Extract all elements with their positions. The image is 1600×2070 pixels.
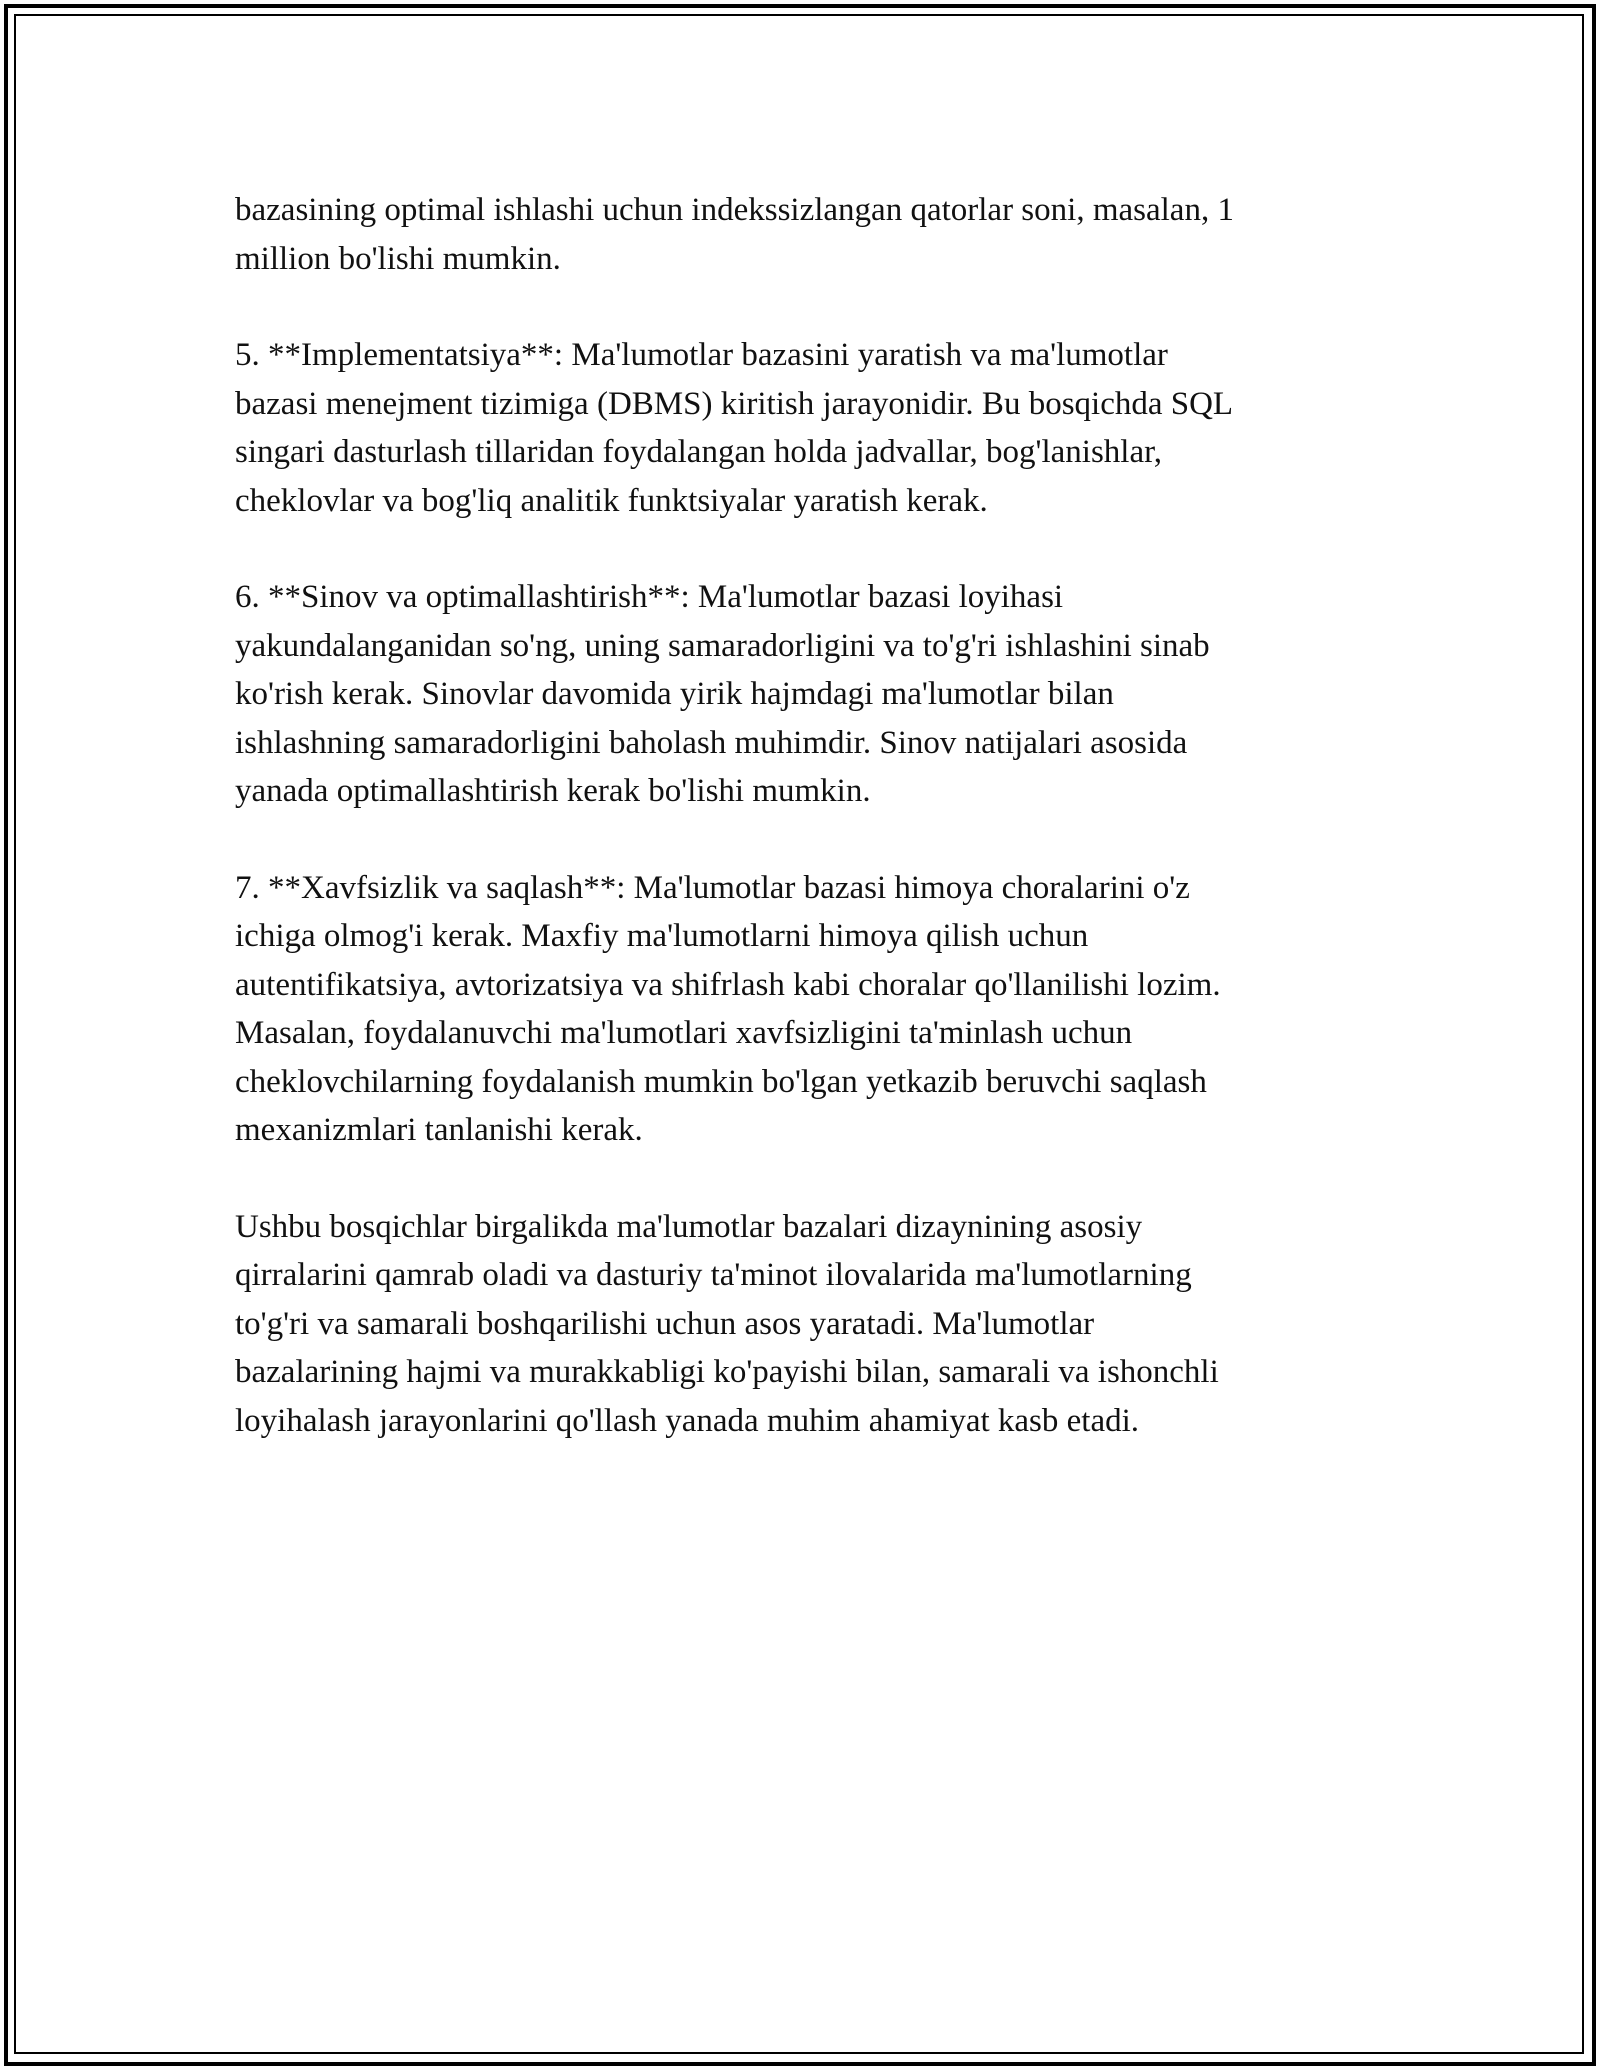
text-line: 6. **Sinov va optimallashtirish**: Ma'lumotlar bazasi loyihasi bbox=[235, 579, 1064, 615]
paragraph-implementation bbox=[235, 331, 1375, 525]
text-line: million bo'lishi mumkin. bbox=[235, 240, 561, 277]
paragraph-intro-continuation bbox=[235, 186, 1375, 283]
text-line: cheklovchilarning foydalanish mumkin bo'lgan yetkazib beruvchi saqlash bbox=[235, 1063, 1207, 1100]
text-line: mexanizmlari tanlanishi kerak. bbox=[235, 1112, 643, 1148]
text-line: ichiga olmog'i kerak. Maxfiy ma'lumotlarni himoya qilish uchun bbox=[235, 918, 1089, 954]
text-line: bazasi menejment tizimiga (DBMS) kiritish jarayonidir. Bu bosqichda SQL bbox=[235, 385, 1234, 422]
text-line: ko'rish kerak. Sinovlar davomida yirik hajmdagi ma'lumotlar bilan bbox=[235, 676, 1114, 712]
paragraph-testing-optimization bbox=[235, 573, 1375, 816]
text-line: autentifikatsiya, avtorizatsiya va shifrlash kabi choralar qo'llanilishi lozim. bbox=[235, 966, 1221, 1003]
text-line: ishlashning samaradorligini baholash muhimdir. Sinov natijalari asosida bbox=[235, 724, 1188, 761]
text-line: bazalarining hajmi va murakkabligi ko'payishi bilan, samarali va ishonchli bbox=[235, 1354, 1219, 1390]
text-line: Masalan, foydalanuvchi ma'lumotlari xavfsizligini ta'minlash uchun bbox=[235, 1015, 1133, 1051]
text-line: singari dasturlash tillaridan foydalangan holda jadvallar, bog'lanishlar, bbox=[235, 434, 1163, 470]
text-line: yakundalanganidan so'ng, uning samaradorligini va to'g'ri ishlashini sinab bbox=[235, 627, 1210, 664]
text-line: 5. **Implementatsiya**: Ma'lumotlar bazasini yaratish va ma'lumotlar bbox=[235, 337, 1168, 373]
text-line: 7. **Xavfsizlik va saqlash**: Ma'lumotlar bazasi himoya choralarini o'z bbox=[235, 869, 1190, 906]
text-line: loyihalash jarayonlarini qo'llash yanada muhim ahamiyat kasb etadi. bbox=[235, 1402, 1140, 1439]
text-line: Ushbu bosqichlar birgalikda ma'lumotlar bazalari dizaynining asosiy bbox=[235, 1208, 1143, 1245]
paragraph-security-storage bbox=[235, 864, 1375, 1155]
text-line: to'g'ri va samarali boshqarilishi uchun asos yaratadi. Ma'lumotlar bbox=[235, 1305, 1095, 1342]
text-line: cheklovlar va bog'liq analitik funktsiyalar yaratish kerak. bbox=[235, 482, 988, 519]
page-content bbox=[235, 186, 1375, 1493]
text-line: bazasining optimal ishlashi uchun indekssizlangan qatorlar soni, masalan, 1 bbox=[235, 192, 1234, 228]
text-line: qirralarini qamrab oladi va dasturiy ta'minot ilovalarida ma'lumotlarning bbox=[235, 1257, 1192, 1293]
paragraph-conclusion bbox=[235, 1203, 1375, 1446]
text-line: yanada optimallashtirish kerak bo'lishi mumkin. bbox=[235, 773, 871, 809]
